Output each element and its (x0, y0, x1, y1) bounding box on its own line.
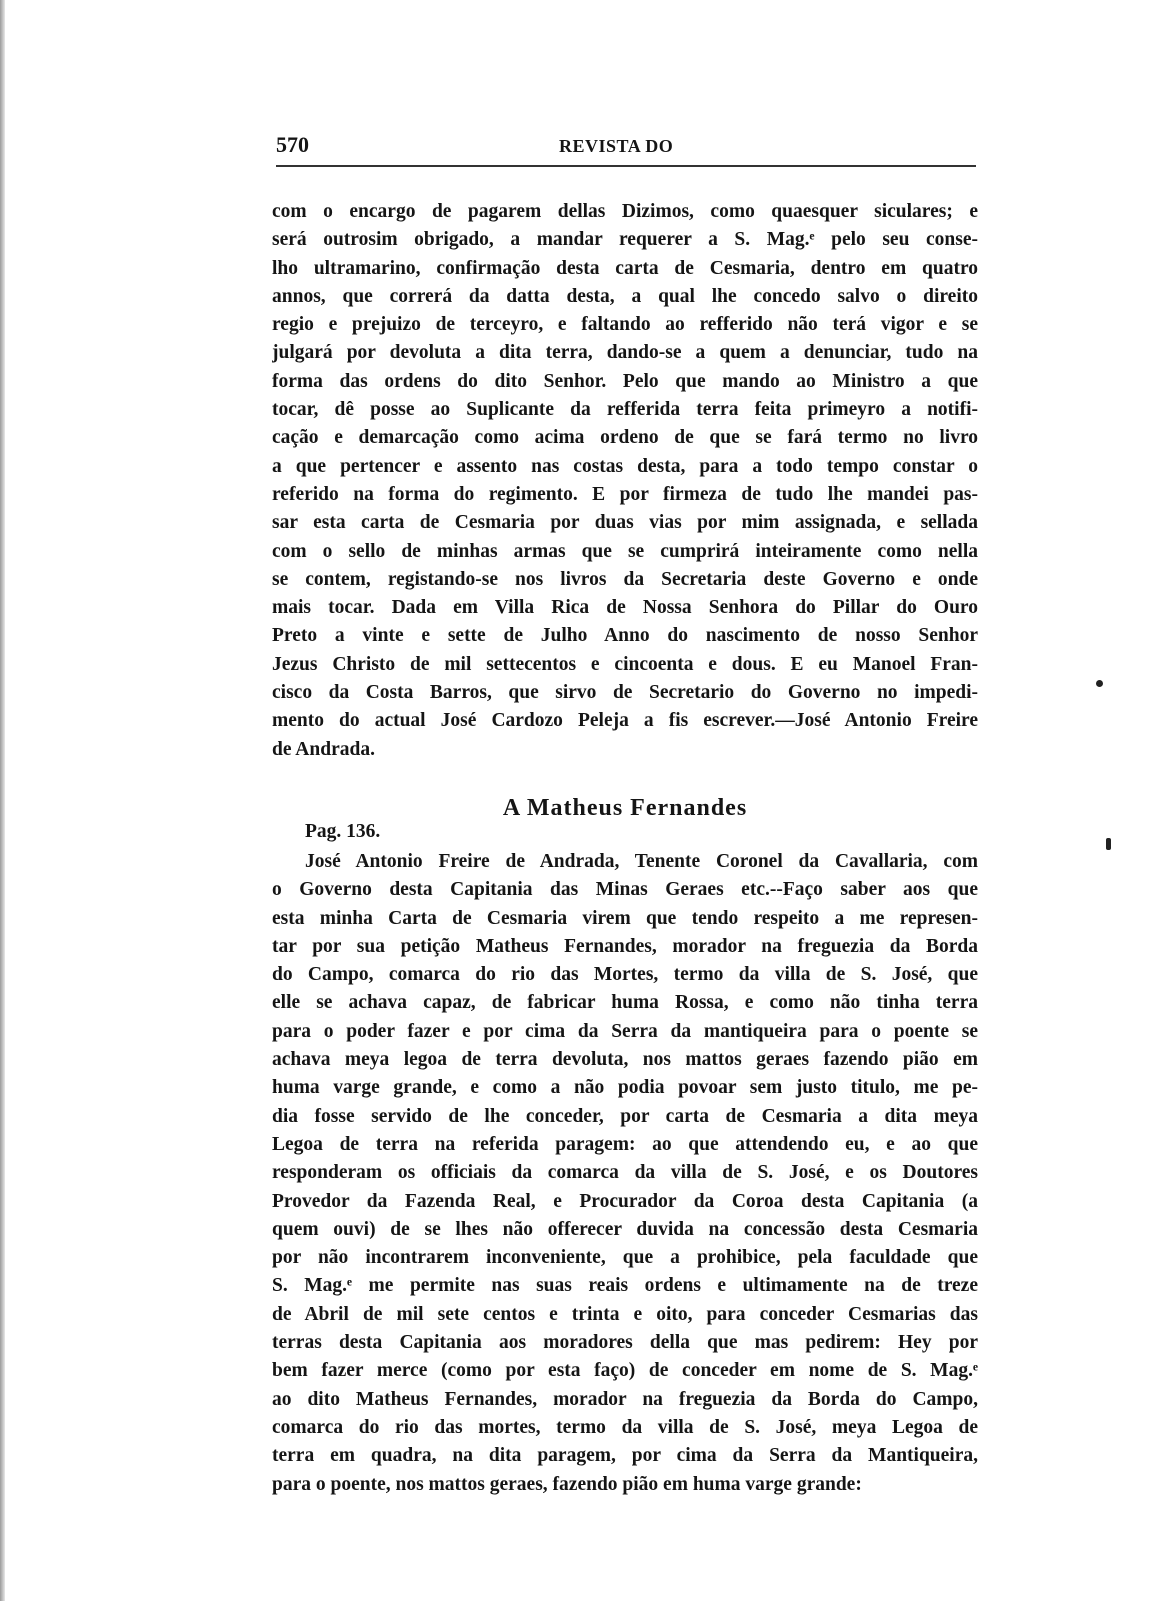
text-line: de Andrada. (272, 738, 375, 760)
text-line: dia fosse servido de lhe conceder, por carta de Cesmaria a dita meya (272, 1105, 978, 1127)
text-line: responderam os officiais da comarca da villa de S. José, e os Doutores (272, 1162, 978, 1184)
text-line: Legoa de terra na referida paragem: ao que attendendo eu, e ao que (272, 1133, 978, 1155)
page-reference: Pag. 136. (305, 821, 381, 842)
text-line: com o encargo de pagarem dellas Dizimos, como quaesquer siculares; e (272, 201, 978, 222)
text-line: sar esta carta de Cesmaria por duas vias por mim assignada, e sellada (272, 512, 978, 534)
text-line: lho ultramarino, confirmação desta carta de Cesmaria, dentro em quatro (272, 257, 978, 279)
text-line: referido na forma do regimento. E por firmeza de tudo lhe mandei pas- (272, 483, 978, 505)
text-line: mais tocar. Dada em Villa Rica de Nossa Senhora do Pillar do Ouro (272, 597, 978, 619)
paragraph-continued (272, 198, 978, 764)
text-line: achava meya legoa de terra devoluta, nos mattos geraes fazendo pião em (272, 1049, 978, 1071)
section-heading: A Matheus Fernandes (502, 795, 748, 821)
scan-left-edge (0, 0, 5, 1601)
text-line: terras desta Capitania aos moradores della que mas pedirem: Hey por (272, 1332, 978, 1354)
text-line: para o poder fazer e por cima da Serra da mantiqueira para o poente se (272, 1020, 978, 1042)
text-line: mento do actual José Cardozo Peleja a fis escrever.—José Antonio Freire (272, 710, 978, 732)
paragraph-grant (272, 848, 978, 1499)
text-line: será outrosim obrigado, a mandar requerer a S. Mag.ᵉ pelo seu conse- (272, 229, 978, 251)
text-line: annos, que correrá da datta desta, a qual lhe concedo salvo o direito (272, 285, 978, 307)
scan-speck (1096, 680, 1103, 687)
text-line: tocar, dê posse ao Suplicante da refferida terra feita primeyro a notifi- (272, 399, 978, 421)
running-head (276, 132, 976, 166)
text-line: por não incontrarem inconveniente, que a prohibice, pela faculdade que (272, 1247, 978, 1269)
text-line: de Abril de mil sete centos e trinta e oito, para conceder Cesmarias das (272, 1303, 978, 1325)
text-line: a que pertencer e assento nas costas desta, para a todo tempo constar o (272, 455, 978, 477)
header-rule (276, 165, 976, 167)
text-line: cação e demarcação como acima ordeno de que se fará termo no livro (272, 427, 978, 449)
text-line: S. Mag.ᵉ me permite nas suas reais ordens e ultimamente na de treze (272, 1275, 978, 1297)
text-line: o Governo desta Capitania das Minas Geraes etc.--Faço saber aos que (272, 879, 978, 901)
page-number: 570 (276, 132, 309, 157)
text-line: quem ouvi) de se lhes não offerecer duvida na concessão desta Cesmaria (272, 1218, 978, 1240)
text-line: elle se achava capaz, de fabricar huma Rossa, e como não tinha terra (272, 992, 978, 1014)
text-line: esta minha Carta de Cesmaria virem que tendo respeito a me represen- (272, 907, 978, 929)
journal-title: REVISTA DO (559, 136, 674, 156)
text-line: tar por sua petição Matheus Fernandes, morador na freguezia da Borda (272, 935, 978, 957)
scan-speck (1106, 838, 1111, 850)
text-line: se contem, registando-se nos livros da Secretaria deste Governo e onde (272, 568, 978, 590)
text-line: ao dito Matheus Fernandes, morador na freguezia da Borda do Campo, (272, 1388, 978, 1410)
text-line: bem fazer merce (como por esta faço) de conceder em nome de S. Mag.ᵉ (272, 1360, 978, 1382)
text-line: Provedor da Fazenda Real, e Procurador da Coroa desta Capitania (a (272, 1190, 978, 1212)
text-line: regio e prejuizo de terceyro, e faltando ao refferido não terá vigor e se (272, 314, 978, 336)
text-line: para o poente, nos mattos geraes, fazendo pião em huma varge grande: (272, 1473, 862, 1495)
text-line: José Antonio Freire de Andrada, Tenente Coronel da Cavallaria, com (305, 851, 978, 872)
text-line: do Campo, comarca do rio das Mortes, termo da villa de S. José, que (272, 964, 978, 986)
text-line: Jezus Christo de mil settecentos e cincoenta e dous. E eu Manoel Fran- (272, 653, 978, 675)
text-line: huma varge grande, e como a não podia povoar sem justo titulo, me pe- (272, 1077, 978, 1099)
text-line: terra em quadra, na dita paragem, por cima da Serra da Mantiqueira, (272, 1445, 978, 1467)
text-line: Preto a vinte e sette de Julho Anno do nascimento de nosso Senhor (272, 625, 978, 647)
text-line: com o sello de minhas armas que se cumprirá inteiramente como nella (272, 540, 978, 562)
text-line: julgará por devoluta a dita terra, dando-se a quem a denunciar, tudo na (272, 342, 978, 364)
text-line: comarca do rio das mortes, termo da villa de S. José, meya Legoa de (272, 1416, 978, 1438)
text-line: forma das ordens do dito Senhor. Pelo que mando ao Ministro a que (272, 370, 978, 392)
text-line: cisco da Costa Barros, que sirvo de Secretario do Governo no impedi- (272, 682, 978, 704)
